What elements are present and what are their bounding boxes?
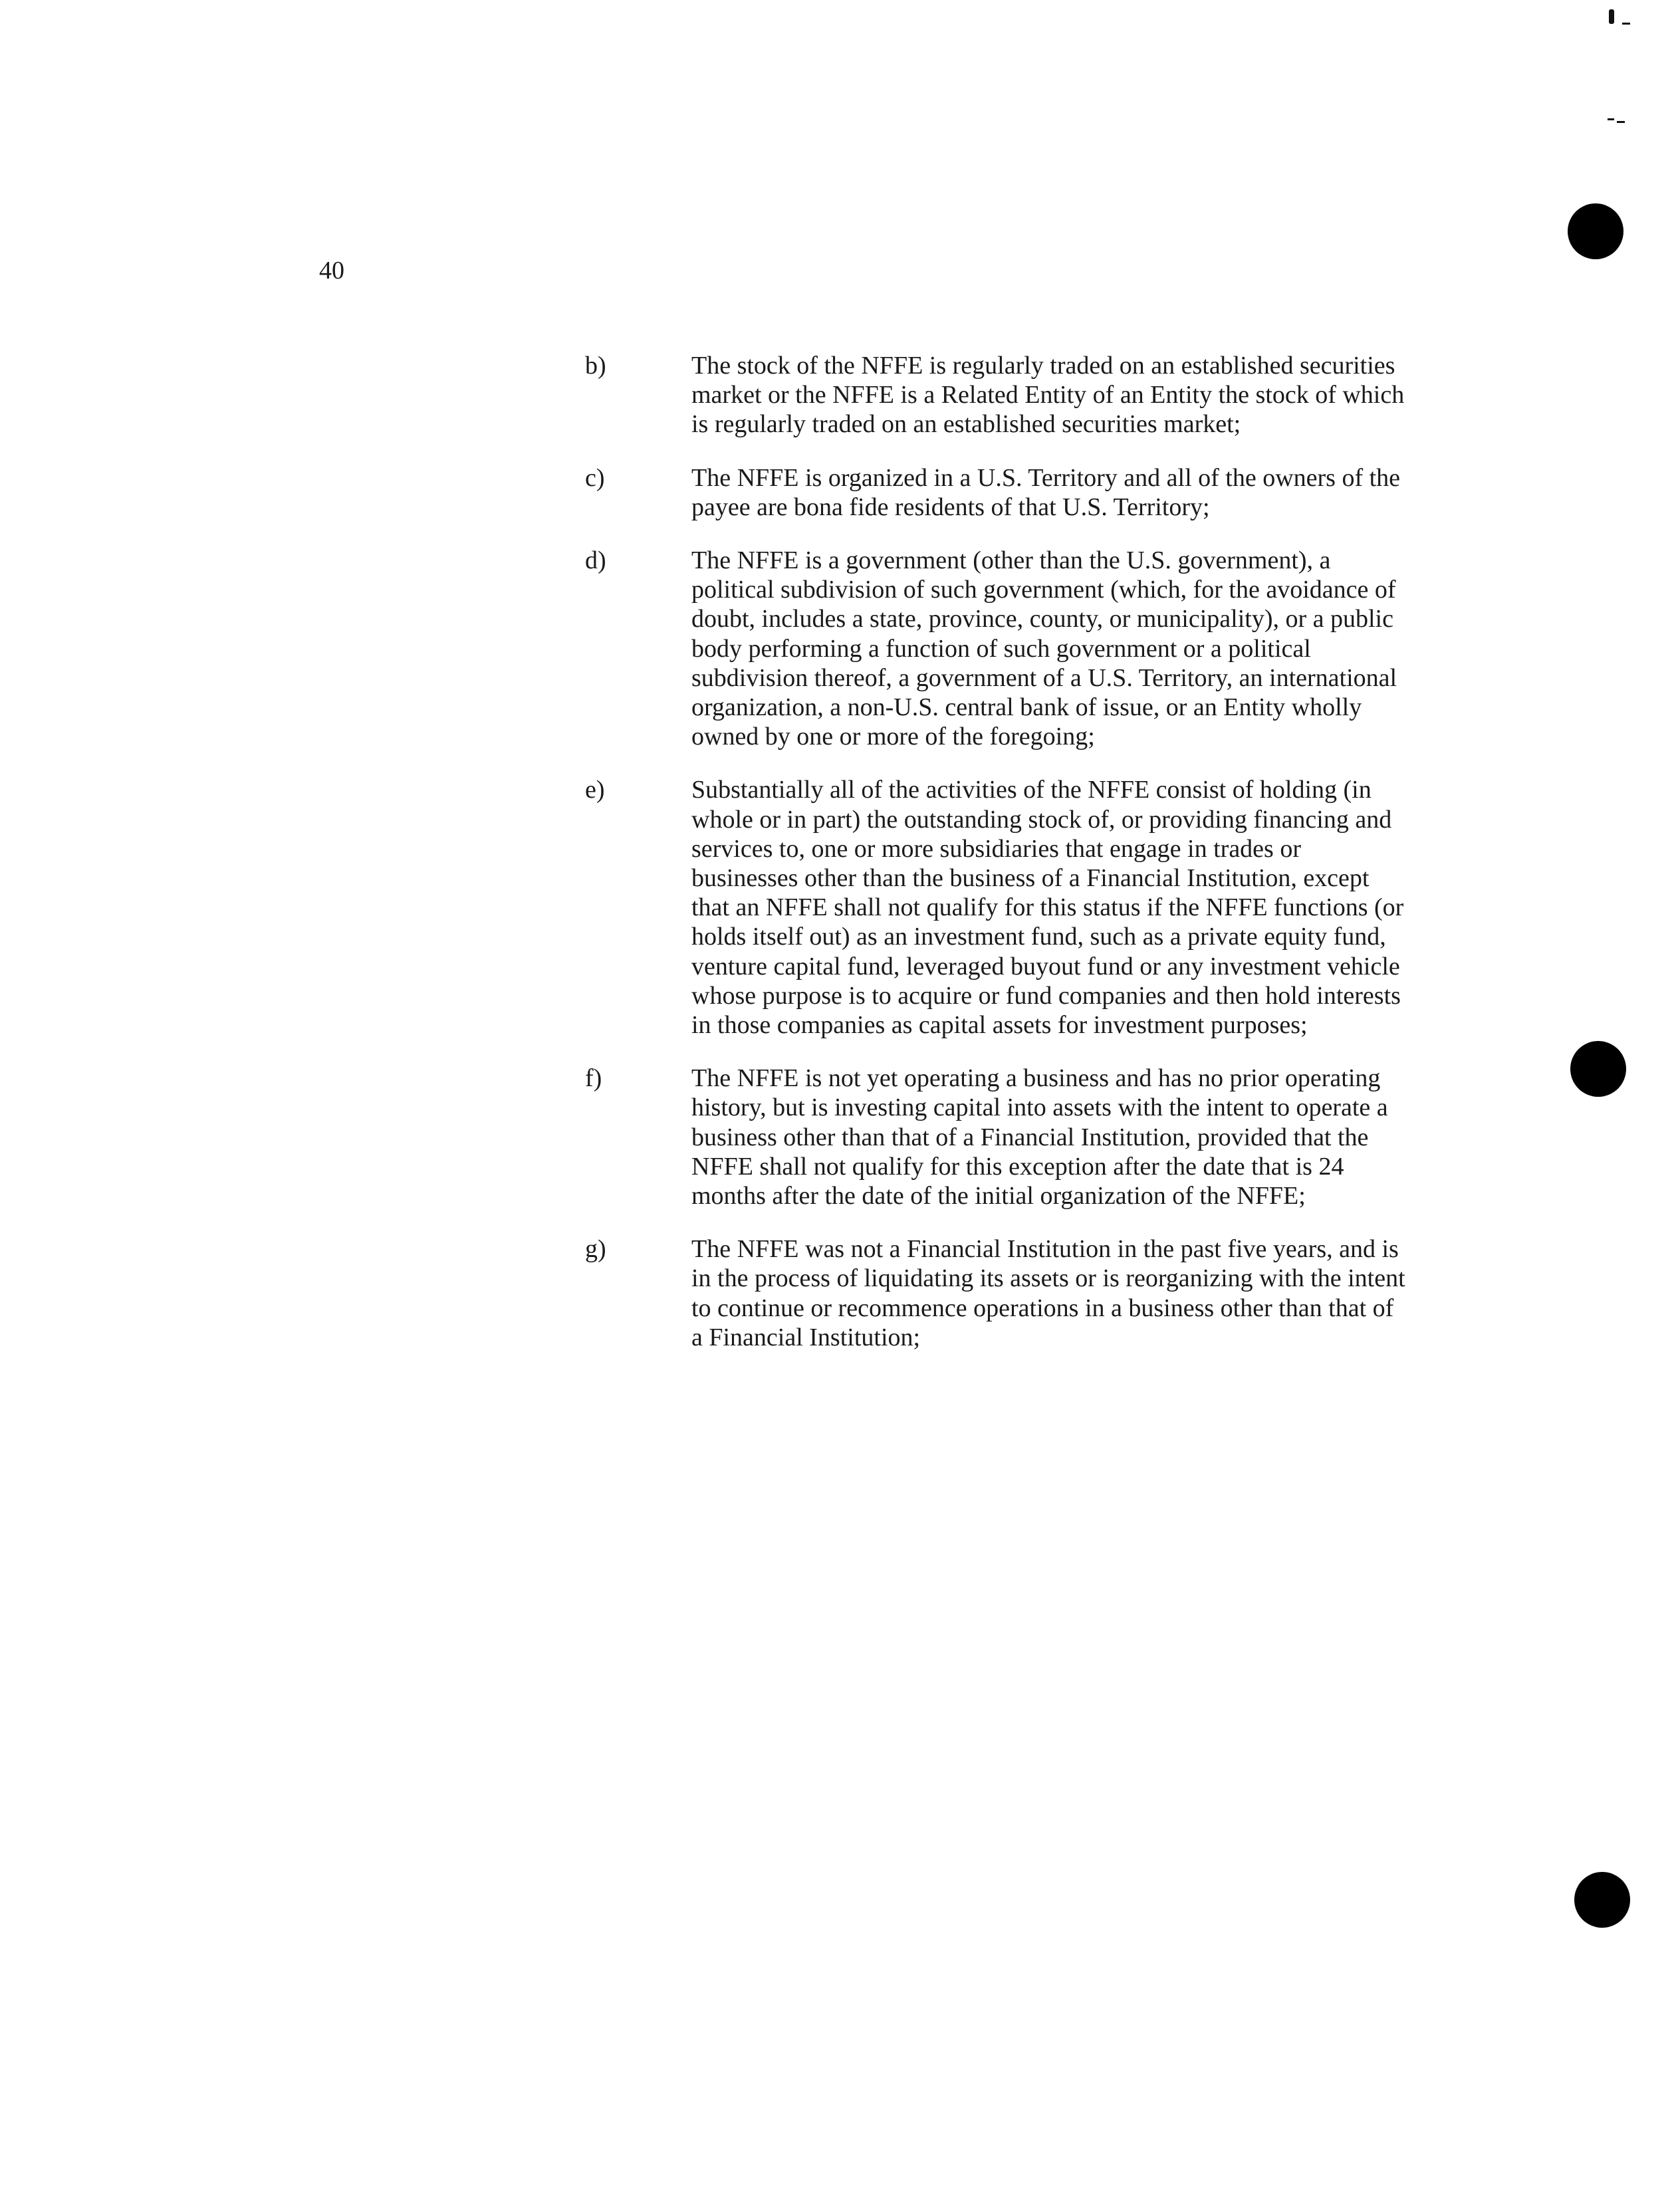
list-item-e bbox=[585, 775, 1409, 1040]
scan-speck bbox=[1622, 23, 1630, 25]
punch-hole-middle bbox=[1570, 1041, 1626, 1097]
scan-speck bbox=[1609, 9, 1614, 24]
item-text: The stock of the NFFE is regularly traded on an established securities market or the NFFE is a Related Entity of an Entity the stock of which is regularly traded on an established securities market; bbox=[691, 352, 1405, 439]
item-marker: f) bbox=[585, 1064, 602, 1093]
punch-hole-bottom bbox=[1574, 1872, 1630, 1928]
list-item-g bbox=[585, 1234, 1409, 1352]
item-text: The NFFE is a government (other than the U.S. government), a political subdivision of such government (which, for the avoidance of doubt, includes a state, province, county, or municipality), or a public body performing a function of such government or a political subdivision thereof, a government of a U.S. Territory, an international organization, a non-U.S. central bank of issue, or an Entity wholly owned by one or more of the foregoing; bbox=[691, 546, 1397, 751]
exception-list bbox=[585, 351, 1409, 1376]
item-text: The NFFE is organized in a U.S. Territory and all of the owners of the payee are bona fide residents of that U.S. Territory; bbox=[691, 463, 1401, 521]
item-marker: e) bbox=[585, 776, 605, 804]
item-marker: b) bbox=[585, 352, 606, 380]
item-text: Substantially all of the activities of the NFFE consist of holding (in whole or in part) the outstanding stock of, or providing financing and services to, one or more subsidiaries that engage in trades or businesses other than the business of a Financial Institution, except that an NFFE shall not qualify for this status if the NFFE functions (or holds itself out) as an investment fund, such as a private equity fund, venture capital fund, leveraged buyout fund or any investment vehicle whose purpose is to acquire or fund companies and then hold interests in those companies as capital assets for investment purposes; bbox=[691, 776, 1404, 1040]
page-number: 40 bbox=[319, 257, 344, 285]
list-item-b bbox=[585, 351, 1409, 439]
list-item-d bbox=[585, 546, 1409, 751]
item-text: The NFFE was not a Financial Institution in the past five years, and is in the process of liquidating its assets or is reorganizing with the intent to continue or recommence operations in a business other than that of a Financial Institution; bbox=[691, 1235, 1405, 1351]
item-marker: g) bbox=[585, 1235, 606, 1264]
list-item-c bbox=[585, 463, 1409, 522]
punch-hole-top bbox=[1568, 203, 1623, 259]
list-item-f bbox=[585, 1064, 1409, 1210]
item-marker: c) bbox=[585, 463, 605, 492]
scan-speck bbox=[1608, 118, 1614, 120]
item-marker: d) bbox=[585, 546, 606, 575]
scan-speck bbox=[1617, 121, 1625, 123]
item-text: The NFFE is not yet operating a business and has no prior operating history, but is investing capital into assets with the intent to operate a business other than that of a Financial Institution, provided that the NFFE shall not qualify for this exception after the date that is 24 months after the date of the initial organization of the NFFE; bbox=[691, 1064, 1388, 1210]
